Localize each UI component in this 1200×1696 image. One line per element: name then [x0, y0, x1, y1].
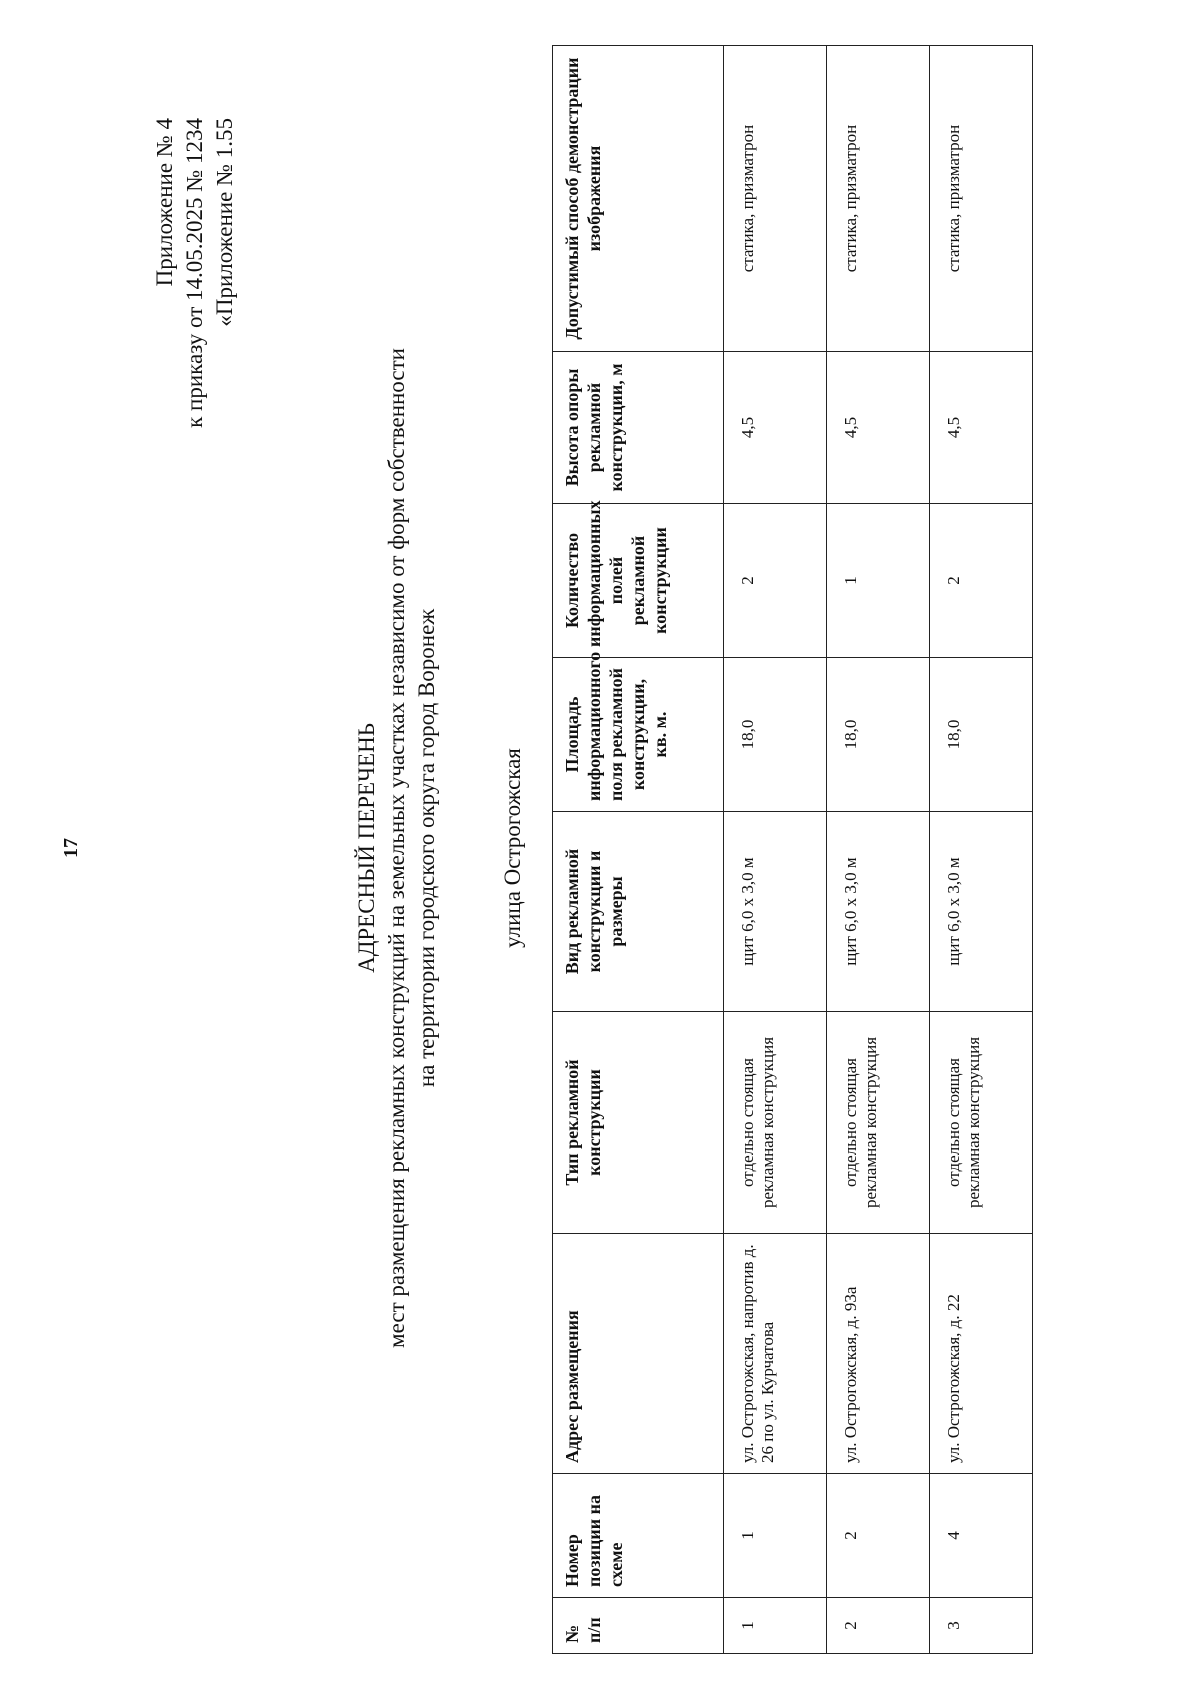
cell-kind: щит 6,0 x 3,0 м: [827, 812, 930, 1012]
appendix-block: [150, 118, 240, 428]
cell-address: ул. Острогожская, д. 93а: [827, 1234, 930, 1474]
cell-area: 18,0: [930, 658, 1033, 812]
cell-number: 2: [827, 1598, 930, 1654]
cell-fields: 1: [827, 504, 930, 658]
cell-display: статика, призматрон: [724, 46, 827, 352]
header-cell-type: Тип рекламной конструкции: [553, 1012, 724, 1234]
header-cell-number: № п/п: [553, 1598, 724, 1654]
cell-number: 3: [930, 1598, 1033, 1654]
header-cell-address: Адрес размещения: [553, 1234, 724, 1474]
cell-height: 4,5: [827, 352, 930, 504]
cell-kind: щит 6,0 x 3,0 м: [930, 812, 1033, 1012]
appendix-line-2: к приказу от 14.05.2025 № 1234: [182, 118, 207, 428]
street-name: улица Острогожская: [500, 748, 525, 948]
address-table: [552, 45, 1033, 1654]
header-cell-position: Номер позиции на схеме: [553, 1474, 724, 1598]
header-cell-kind: Вид рекламной конструкции и размеры: [553, 812, 724, 1012]
table-row: [827, 46, 930, 1654]
cell-address: ул. Острогожская, напротив д. 26 по ул. Курчатова: [724, 1234, 827, 1474]
cell-kind: щит 6,0 x 3,0 м: [724, 812, 827, 1012]
table-row: [724, 46, 827, 1654]
cell-display: статика, призматрон: [827, 46, 930, 352]
document-subtitle-line-1: мест размещения рекламных конструкций на земельных участках независимо от форм собственности: [384, 348, 409, 1348]
header-cell-display: Допустимый способ демонстрации изображения: [553, 46, 724, 352]
document-subtitle-line-2: на территории городского округа город Воронеж: [414, 608, 439, 1088]
cell-display: статика, призматрон: [930, 46, 1033, 352]
cell-fields: 2: [930, 504, 1033, 658]
cell-height: 4,5: [930, 352, 1033, 504]
header-cell-fields: Количество информационных полей рекламной конструкции: [553, 504, 724, 658]
cell-number: 1: [724, 1598, 827, 1654]
cell-type: отдельно стоящая рекламная конструкция: [930, 1012, 1033, 1234]
header-cell-height: Высота опоры рекламной конструкции, м: [553, 352, 724, 504]
cell-position: 4: [930, 1474, 1033, 1598]
header-cell-area: Площадь информационного поля рекламной конструкции, кв. м.: [553, 658, 724, 812]
title-block: [352, 0, 442, 1696]
cell-fields: 2: [724, 504, 827, 658]
appendix-line-1: Приложение № 4: [152, 118, 177, 287]
document-heading: АДРЕСНЫЙ ПЕРЕЧЕНЬ: [354, 723, 379, 973]
table-row: [930, 46, 1033, 1654]
page-number: 17: [60, 838, 82, 858]
cell-area: 18,0: [827, 658, 930, 812]
cell-type: отдельно стоящая рекламная конструкция: [724, 1012, 827, 1234]
cell-address: ул. Острогожская, д. 22: [930, 1234, 1033, 1474]
cell-area: 18,0: [724, 658, 827, 812]
cell-position: 1: [724, 1474, 827, 1598]
cell-position: 2: [827, 1474, 930, 1598]
cell-height: 4,5: [724, 352, 827, 504]
appendix-line-3: «Приложение № 1.55: [212, 118, 237, 327]
table-header-row: [553, 46, 724, 1654]
cell-type: отдельно стоящая рекламная конструкция: [827, 1012, 930, 1234]
